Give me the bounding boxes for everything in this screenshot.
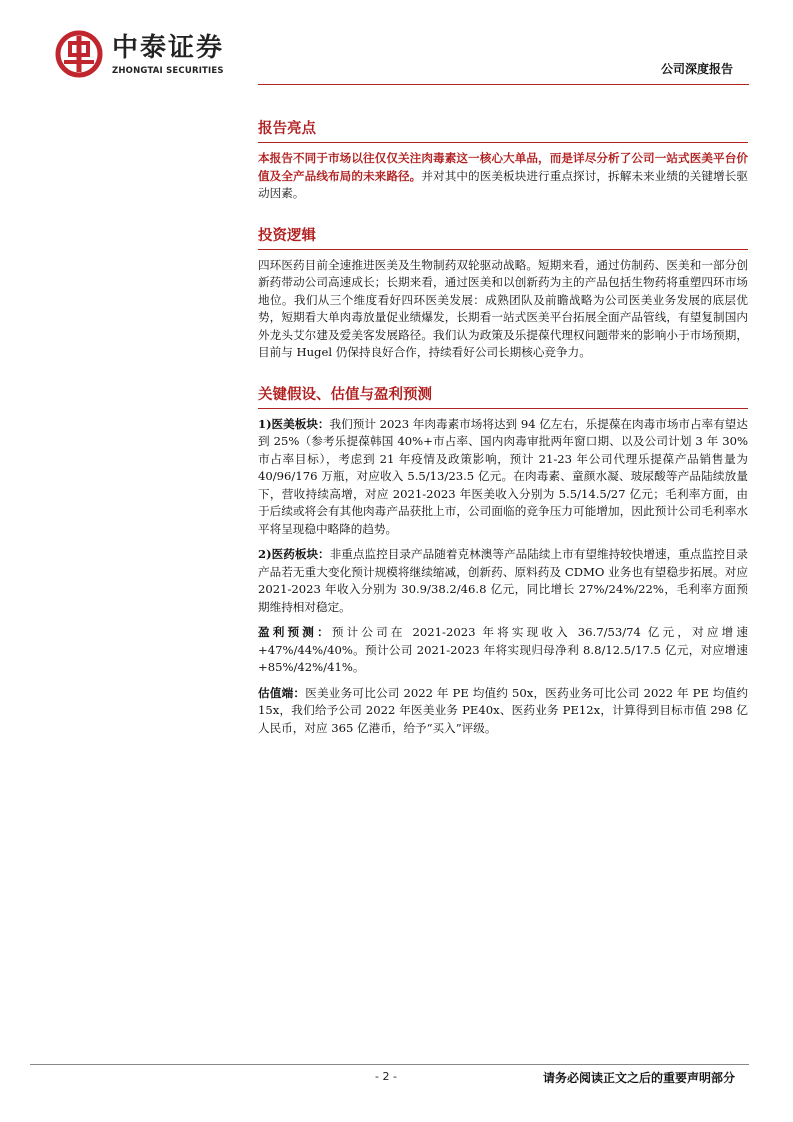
- footer-divider: [30, 1064, 749, 1065]
- assumption-item: [258, 685, 748, 738]
- section-title-assumptions: 关键假设、估值与盈利预测: [258, 386, 748, 409]
- highlights-emphasis: 本报告不同于市场以往仅仅关注肉毒素这一核心大单品，而是详尽分析了公司一站式医美平台价值及全产品线布局的未来路径。: [258, 151, 748, 183]
- assumption-item: [258, 546, 748, 616]
- assumption-lead: 2)医药板块：: [258, 547, 330, 561]
- assumption-item: [258, 416, 748, 539]
- header-divider: [258, 84, 749, 85]
- section-title-logic: 投资逻辑: [258, 227, 748, 250]
- assumption-lead: 估值端：: [258, 685, 306, 700]
- brand-name-cn: 中泰证券: [112, 33, 225, 63]
- highlights-paragraph: [258, 150, 748, 203]
- highlights-text: 并对其中的医美板块进行重点探讨，拆解未来业绩的关键增长驱动因素。: [258, 168, 748, 200]
- brand-name-en: ZHONGTAI SECURITIES: [112, 66, 224, 76]
- assumption-item: [258, 624, 748, 677]
- assumption-text: 医美业务可比公司 2022 年 PE 均值约 50x，医药业务可比公司 2022 年 PE 均值约 15x，我们给予公司 2022 年医美业务 PE40x、医药业务 PE12x，计算得到目标市值 298 亿人民币，对应 365 亿港币，给予“买入”评级。: [258, 685, 748, 735]
- assumption-text: 非重点监控目录产品随着克林澳等产品陆续上市有望维持较快增速，重点监控目录产品若无重大变化预计规模将继续缩减，创新药、原料药及 CDMO 业务也有望稳步拓展。对应 2021-2023 年收入分别为 30.9/38.2/46.8 亿元，同比增长 27%/24%/22%，毛利率方面预期维持相对稳定。: [258, 547, 748, 614]
- assumption-lead: 1)医美板块：: [258, 416, 330, 431]
- zhongtai-logo-icon: [55, 30, 103, 78]
- company-logo: [55, 30, 245, 82]
- assumption-text: 我们预计 2023 年肉毒素市场将达到 94 亿左右，乐提葆在肉毒市场市占率有望达到 25%（参考乐提葆韩国 40%+市占率、国内肉毒审批两年窗口期、以及公司计划 3 年 30%市占率目标），考虑到 21 年疫情及政策影响，预计 21-23 年公司代理乐提葆产品销售量为 40/96/176 万瓶，对应收入 5.5/13/23.5 亿元。在肉毒素、童颜水凝、玻尿酸等产品陆续放量下，营收持续高增，对应 2021-2023 年医美收入分别为 5.5/14.5/27 亿元；毛利率方面，由于后续或将会有其他肉毒产品获批上市，公司面临的竞争压力可能增加，因此预计公司毛利率水平将呈现稳中略降的趋势。: [258, 416, 748, 536]
- logic-paragraph: 四环医药目前全速推进医美及生物制药双轮驱动战略。短期来看，通过仿制药、医美和一部分创新药带动公司高速成长；长期来看，通过医美和以创新药为主的产品包括生物药将重塑四环市场地位。我们从三个维度看好四环医美发展：成熟团队及前瞻战略为公司医美业务发展的底层优势，短期看大单肉毒放量促业绩爆发，长期看一站式医美平台拓展全面产品管线，有望复制国内外龙头艾尔建及爱美客发展路径。我们认为政策及乐提葆代理权问题带来的影响小于市场预期，目前与 Hugel 仍保持良好合作，持续看好公司长期核心竞争力。: [258, 257, 748, 359]
- section-title-highlights: 报告亮点: [258, 120, 748, 143]
- section-investment-logic: [258, 227, 748, 362]
- section-assumptions: [258, 386, 748, 738]
- assumption-lead: 盈利预测：: [258, 625, 332, 639]
- report-type-label: 公司深度报告: [660, 62, 733, 76]
- disclaimer-note: 请务必阅读正文之后的重要声明部分: [542, 1071, 735, 1085]
- page-number: - 2 -: [375, 1070, 397, 1083]
- assumption-text: 预计公司在 2021-2023 年将实现收入 36.7/53/74 亿元，对应增速+47%/44%/40%。预计公司 2021-2023 年将实现归母净利 8.8/12.5/17.5 亿元，对应增速+85%/42%/41%。: [258, 625, 748, 674]
- section-highlights: [258, 120, 748, 203]
- main-content: [258, 120, 748, 761]
